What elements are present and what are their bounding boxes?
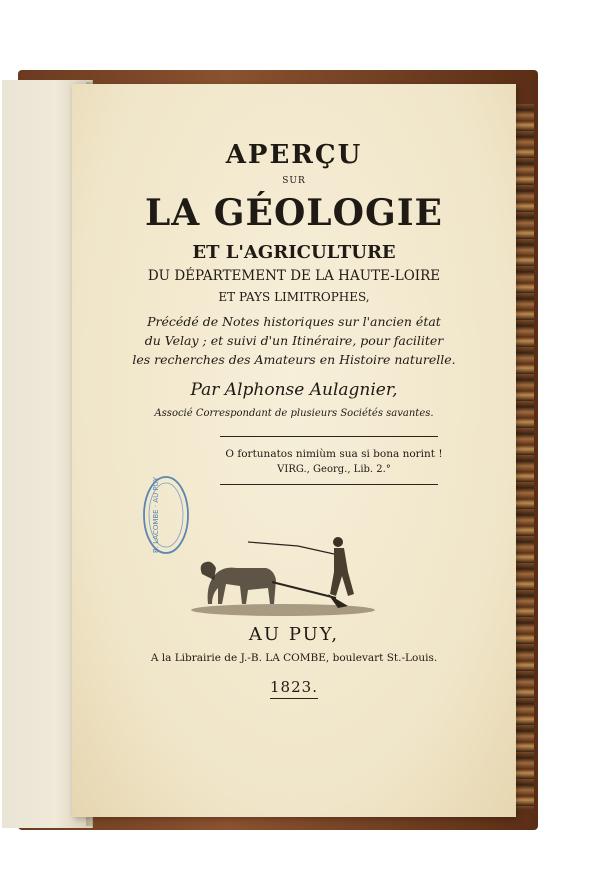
title-agriculture: ET L'AGRICULTURE (192, 242, 396, 263)
title-apercu: APERÇU (225, 140, 363, 170)
epigraph-quote: O fortunatos nimiùm sua si bona norint ! (225, 448, 443, 460)
title-sur: SUR (282, 176, 306, 186)
title-geologie: LA GÉOLOGIE (144, 192, 443, 234)
library-stamp (140, 472, 192, 558)
stamp-text: B. LACOMBE · AU PUY (152, 476, 160, 554)
subtitle-precede (72, 312, 516, 369)
author-title: Associé Correspondant de plusieurs Sociétés savantes. (154, 408, 434, 419)
subtitle-line-3: les recherches des Amateurs en Histoire naturelle. (132, 352, 456, 367)
title-page (72, 84, 516, 817)
subtitle-line-2: du Velay ; et suivi d'un Itinéraire, pour faciliter (144, 333, 444, 348)
imprint-publisher: A la Librairie de J.-B. LA COMBE, boulevart St.-Louis. (150, 652, 438, 664)
plough-vignette (188, 524, 378, 620)
imprint-year: 1823. (270, 678, 318, 696)
rule-bottom (220, 484, 438, 485)
author-name: Par Alphonse Aulagnier, (190, 380, 398, 400)
title-pays: ET PAYS LIMITROPHES, (218, 290, 370, 304)
imprint-place: AU PUY, (248, 624, 340, 645)
year-rule (270, 698, 318, 699)
title-departement: DU DÉPARTEMENT DE LA HAUTE-LOIRE (147, 268, 441, 284)
epigraph-source: VIRG., Georg., Lib. 2.° (277, 464, 391, 475)
subtitle-line-1: Précédé de Notes historiques sur l'ancien état (147, 314, 441, 329)
rule-top (220, 436, 438, 437)
